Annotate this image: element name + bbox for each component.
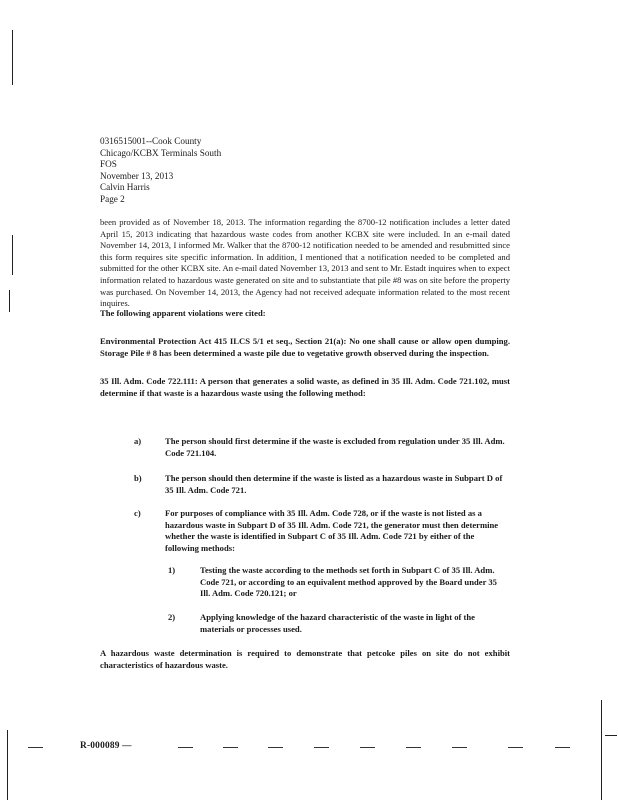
footer-dash — [555, 747, 570, 748]
header-line: November 13, 2013 — [100, 170, 174, 181]
scan-edge-line — [12, 30, 13, 85]
scan-edge-line — [601, 700, 602, 800]
violation-paragraph: 35 Ill. Adm. Code 722.111: A person that generates a solid waste, as defined in 35 Ill. Adm. Code 721.102, must determine if that waste is a hazardous waste using the following method: — [100, 376, 510, 398]
list-marker: a) — [134, 436, 142, 446]
bates-number: R-000089 — — [80, 741, 132, 751]
header-line: Calvin Harris — [100, 182, 150, 193]
list-item: For purposes of compliance with 35 Ill. Adm. Code 728, or if the waste is not listed as a hazardous waste in Subpart D of 35 Ill. Adm. Code 721, the generator must then determine whether the waste is identified in Subpart C of 35 Ill. Adm. Code 721 by either of the following methods: — [165, 508, 499, 553]
list-marker: 2) — [168, 612, 176, 622]
list-marker: c) — [134, 508, 141, 518]
letter-header — [100, 136, 221, 206]
scan-edge-line — [605, 735, 617, 736]
list-item: Testing the waste according to the methods set forth in Subpart C of 35 Ill. Adm. Code 721, or according to an equivalent method approved by the Board under 35 Ill. Adm. Code 720.121; or — [200, 565, 497, 599]
violation-paragraph: Environmental Protection Act 415 ILCS 5/1 et seq., Section 21(a): No one shall cause or allow open dumping. Storage Pile # 8 has been determined a waste pile due to vegetative growth observed during the inspection. — [100, 336, 510, 358]
footer-dash — [360, 747, 375, 748]
scan-edge-line — [9, 290, 10, 312]
intro-paragraph: been provided as of November 18, 2013. The information regarding the 8700-12 notification includes a letter dated April 15, 2013 indicating that hazardous waste codes from another KCBX site were included. In an e-mail dated November 14, 2013, I informed Mr. Walker that the 8700-12 notification needed to be amended and resubmitted since this form requires site specific information. In addition, I mentioned that a notification needed to be completed and submitted for the other KCBX site. An e-mail dated November 13, 2013 and sent to Mr. Estadt inquires when to expect information related to hazardous waste generated on site and to substantiate that pile #8 was on site before the property was purchased. On November 14, 2013, the Agency had not received adequate information related to the most recent inquires. — [100, 217, 510, 309]
header-line: 0316515001--Cook County — [100, 136, 202, 146]
footer-dash — [508, 747, 523, 748]
footer-dash — [406, 747, 421, 748]
footer-dash — [268, 747, 283, 748]
list-marker: b) — [134, 473, 142, 483]
list-marker: 1) — [168, 565, 176, 575]
violations-heading: The following apparent violations were cited: — [100, 308, 266, 318]
footer-dash — [223, 747, 238, 748]
list-item: Applying knowledge of the hazard characteristic of the waste in light of the materials or processes used. — [200, 612, 475, 634]
closing-paragraph: A hazardous waste determination is required to demonstrate that petcoke piles on site do not exhibit characteristics of hazardous waste. — [100, 648, 510, 670]
footer-dash — [314, 747, 329, 748]
footer-dash — [178, 747, 193, 748]
list-item: The person should first determine if the waste is excluded from regulation under 35 Ill. Adm. Code 721.104. — [165, 436, 505, 458]
header-line: FOS — [100, 159, 117, 170]
list-item: The person should then determine if the waste is listed as a hazardous waste in Subpart D of 35 Ill. Adm. Code 721. — [165, 473, 503, 495]
header-line: Page 2 — [100, 193, 125, 204]
scan-edge-line — [12, 235, 13, 275]
scan-edge-line — [7, 730, 8, 800]
header-line: Chicago/KCBX Terminals South — [100, 147, 222, 158]
footer-dash — [452, 747, 467, 748]
footer-dash — [28, 747, 43, 748]
